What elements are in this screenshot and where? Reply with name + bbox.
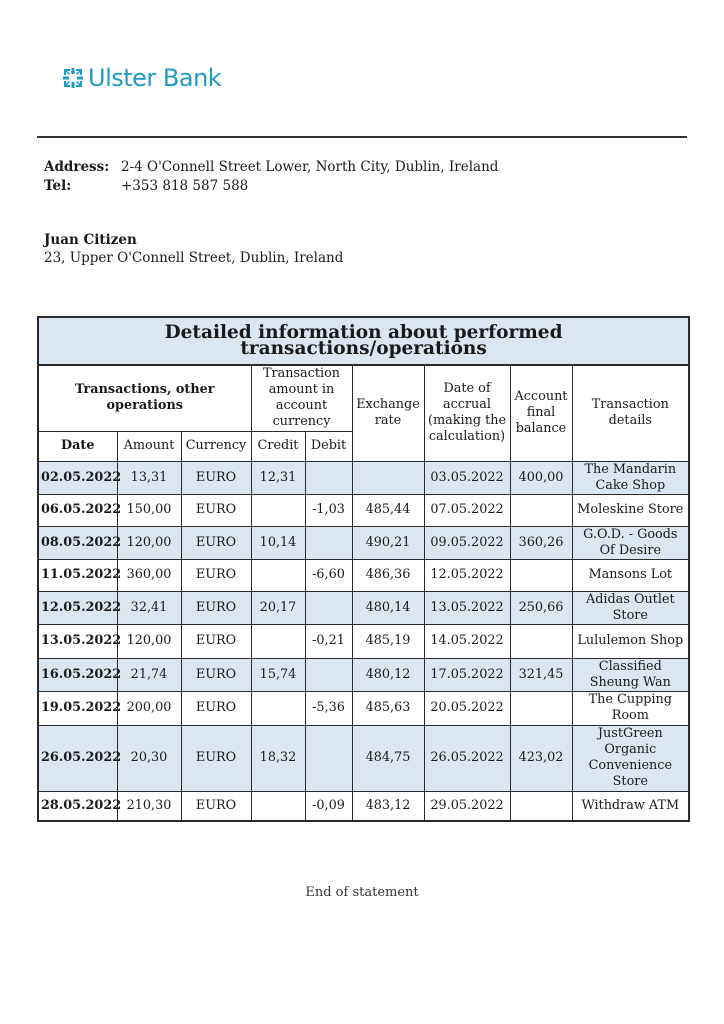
cell-amount: 360,00 bbox=[117, 559, 181, 591]
table-row bbox=[38, 791, 689, 821]
cell-rate: 480,14 bbox=[352, 591, 424, 624]
table-row bbox=[38, 461, 689, 494]
header-details: Transaction details bbox=[572, 365, 689, 461]
cell-date: 08.05.2022 bbox=[38, 526, 117, 559]
bank-logo bbox=[62, 64, 221, 92]
transactions-table bbox=[37, 316, 690, 822]
cell-credit bbox=[251, 691, 305, 725]
cell-amount: 120,00 bbox=[117, 526, 181, 559]
cell-debit: -0,21 bbox=[305, 624, 352, 658]
tel-label: Tel: bbox=[44, 178, 72, 194]
header-currency: Currency bbox=[181, 431, 251, 461]
cell-rate bbox=[352, 461, 424, 494]
cell-debit: -0,09 bbox=[305, 791, 352, 821]
cell-amount: 20,30 bbox=[117, 725, 181, 791]
cell-currency: EURO bbox=[181, 725, 251, 791]
cell-details: The Cupping Room bbox=[572, 691, 689, 725]
header-exchange-rate: Exchange rate bbox=[352, 365, 424, 461]
cell-accrual: 13.05.2022 bbox=[424, 591, 510, 624]
cell-balance bbox=[510, 624, 572, 658]
cell-currency: EURO bbox=[181, 591, 251, 624]
cell-currency: EURO bbox=[181, 526, 251, 559]
cell-date: 06.05.2022 bbox=[38, 494, 117, 526]
cell-credit: 18,32 bbox=[251, 725, 305, 791]
cell-balance: 321,45 bbox=[510, 658, 572, 691]
cell-accrual: 26.05.2022 bbox=[424, 725, 510, 791]
cell-debit bbox=[305, 526, 352, 559]
cell-amount: 210,30 bbox=[117, 791, 181, 821]
cell-amount: 150,00 bbox=[117, 494, 181, 526]
table-row bbox=[38, 691, 689, 725]
cell-credit bbox=[251, 494, 305, 526]
cell-details: Classified Sheung Wan bbox=[572, 658, 689, 691]
cell-rate: 485,44 bbox=[352, 494, 424, 526]
table-row bbox=[38, 591, 689, 624]
customer-info bbox=[44, 231, 343, 267]
cell-debit bbox=[305, 461, 352, 494]
cell-currency: EURO bbox=[181, 559, 251, 591]
cell-accrual: 17.05.2022 bbox=[424, 658, 510, 691]
cell-balance bbox=[510, 791, 572, 821]
header-transactions-group: Transactions, other operations bbox=[38, 365, 251, 431]
cell-debit bbox=[305, 591, 352, 624]
end-of-statement: End of statement bbox=[305, 885, 419, 900]
cell-date: 12.05.2022 bbox=[38, 591, 117, 624]
cell-amount: 120,00 bbox=[117, 624, 181, 658]
cell-balance: 400,00 bbox=[510, 461, 572, 494]
address-label: Address: bbox=[44, 159, 110, 175]
cell-rate: 483,12 bbox=[352, 791, 424, 821]
cell-amount: 32,41 bbox=[117, 591, 181, 624]
table-row bbox=[38, 725, 689, 791]
cell-debit bbox=[305, 725, 352, 791]
cell-amount: 200,00 bbox=[117, 691, 181, 725]
customer-address: 23, Upper O'Connell Street, Dublin, Ireland bbox=[44, 250, 344, 266]
header-credit: Credit bbox=[251, 431, 305, 461]
customer-name: Juan Citizen bbox=[44, 232, 137, 248]
cell-currency: EURO bbox=[181, 691, 251, 725]
header-divider bbox=[37, 136, 687, 138]
cell-currency: EURO bbox=[181, 461, 251, 494]
cell-debit: -5,36 bbox=[305, 691, 352, 725]
cell-date: 28.05.2022 bbox=[38, 791, 117, 821]
cell-amount: 13,31 bbox=[117, 461, 181, 494]
header-date: Date bbox=[38, 431, 117, 461]
cell-balance bbox=[510, 494, 572, 526]
cell-details: JustGreen Organic Convenience Store bbox=[572, 725, 689, 791]
cell-credit bbox=[251, 791, 305, 821]
table-row bbox=[38, 658, 689, 691]
cell-credit bbox=[251, 624, 305, 658]
bank-contact-info bbox=[44, 158, 498, 196]
cell-accrual: 03.05.2022 bbox=[424, 461, 510, 494]
cell-debit bbox=[305, 658, 352, 691]
cell-rate: 485,63 bbox=[352, 691, 424, 725]
cell-date: 16.05.2022 bbox=[38, 658, 117, 691]
cell-rate: 490,21 bbox=[352, 526, 424, 559]
cell-details: Lululemon Shop bbox=[572, 624, 689, 658]
header-amount-group: Transaction amount in account currency bbox=[251, 365, 352, 431]
cell-credit: 12,31 bbox=[251, 461, 305, 494]
cell-credit: 15,74 bbox=[251, 658, 305, 691]
cell-details: The Mandarin Cake Shop bbox=[572, 461, 689, 494]
bank-address: 2-4 O'Connell Street Lower, North City, Dublin, Ireland bbox=[121, 159, 499, 175]
cell-currency: EURO bbox=[181, 658, 251, 691]
cell-date: 13.05.2022 bbox=[38, 624, 117, 658]
table-row bbox=[38, 624, 689, 658]
cell-date: 19.05.2022 bbox=[38, 691, 117, 725]
cell-accrual: 07.05.2022 bbox=[424, 494, 510, 526]
cell-details: Withdraw ATM bbox=[572, 791, 689, 821]
table-row bbox=[38, 559, 689, 591]
cell-credit: 10,14 bbox=[251, 526, 305, 559]
header-debit: Debit bbox=[305, 431, 352, 461]
cell-currency: EURO bbox=[181, 624, 251, 658]
cell-balance: 250,66 bbox=[510, 591, 572, 624]
cell-balance bbox=[510, 691, 572, 725]
cell-details: Moleskine Store bbox=[572, 494, 689, 526]
header-accrual-date: Date of accrual (making the calculation) bbox=[424, 365, 510, 461]
bank-phone: +353 818 587 588 bbox=[121, 178, 249, 194]
cell-accrual: 12.05.2022 bbox=[424, 559, 510, 591]
cell-date: 26.05.2022 bbox=[38, 725, 117, 791]
bank-name: Ulster Bank bbox=[88, 64, 222, 92]
ulster-bank-mark-icon bbox=[62, 67, 84, 89]
cell-balance: 423,02 bbox=[510, 725, 572, 791]
cell-rate: 485,19 bbox=[352, 624, 424, 658]
table-row bbox=[38, 494, 689, 526]
header-final-balance: Account final balance bbox=[510, 365, 572, 461]
cell-date: 11.05.2022 bbox=[38, 559, 117, 591]
cell-accrual: 29.05.2022 bbox=[424, 791, 510, 821]
cell-rate: 486,36 bbox=[352, 559, 424, 591]
cell-currency: EURO bbox=[181, 494, 251, 526]
cell-credit bbox=[251, 559, 305, 591]
header-amount: Amount bbox=[117, 431, 181, 461]
cell-currency: EURO bbox=[181, 791, 251, 821]
table-row bbox=[38, 526, 689, 559]
cell-debit: -6,60 bbox=[305, 559, 352, 591]
cell-balance bbox=[510, 559, 572, 591]
cell-debit: -1,03 bbox=[305, 494, 352, 526]
cell-date: 02.05.2022 bbox=[38, 461, 117, 494]
cell-details: Mansons Lot bbox=[572, 559, 689, 591]
cell-details: Adidas Outlet Store bbox=[572, 591, 689, 624]
cell-details: G.O.D. - Goods Of Desire bbox=[572, 526, 689, 559]
cell-accrual: 09.05.2022 bbox=[424, 526, 510, 559]
cell-rate: 480,12 bbox=[352, 658, 424, 691]
cell-rate: 484,75 bbox=[352, 725, 424, 791]
table-title: Detailed information about performed transactions/operations bbox=[38, 317, 689, 365]
cell-balance: 360,26 bbox=[510, 526, 572, 559]
cell-credit: 20,17 bbox=[251, 591, 305, 624]
cell-amount: 21,74 bbox=[117, 658, 181, 691]
cell-accrual: 14.05.2022 bbox=[424, 624, 510, 658]
cell-accrual: 20.05.2022 bbox=[424, 691, 510, 725]
